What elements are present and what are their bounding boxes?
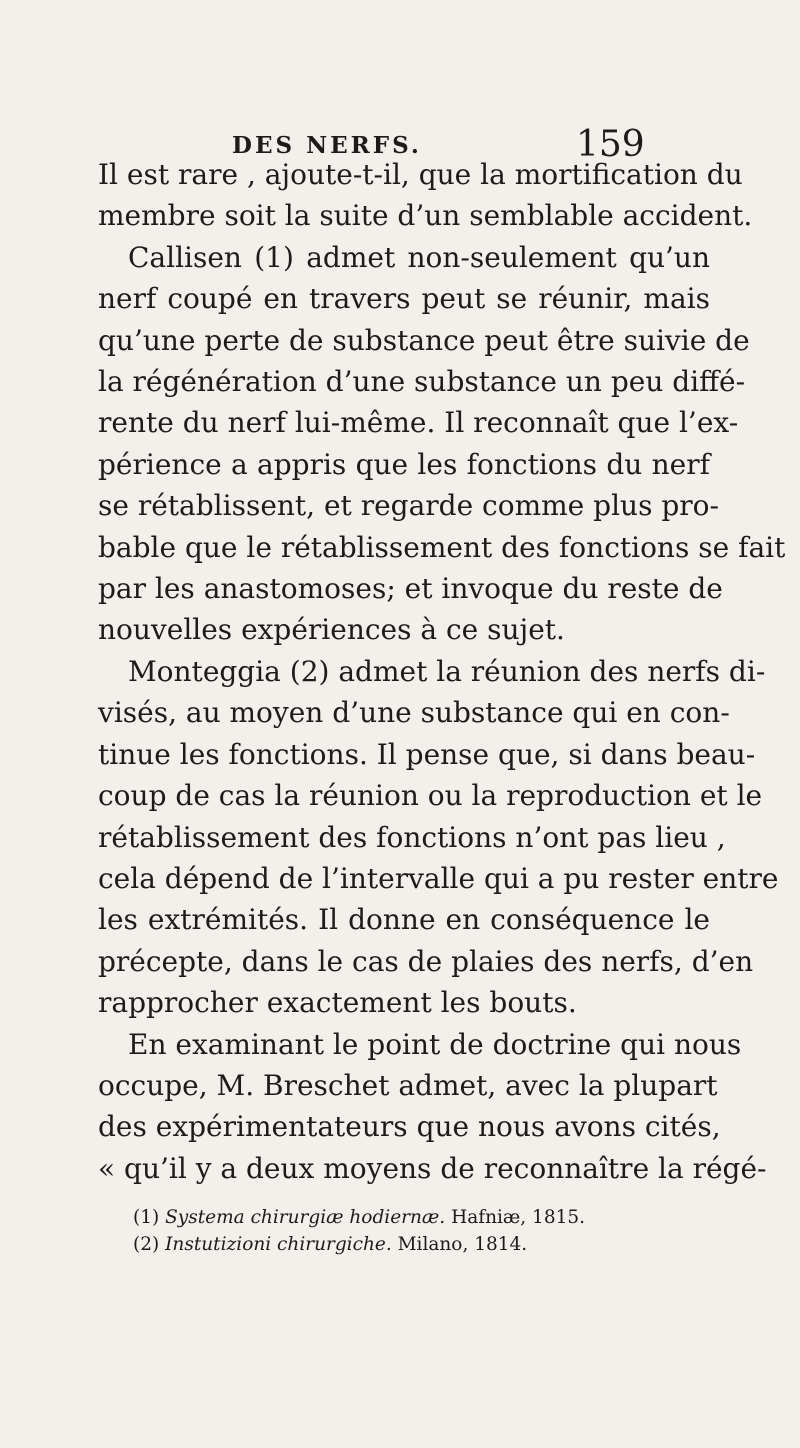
text-line: la régénération d’une substance un peu diffé- bbox=[98, 365, 746, 399]
text-line: tinue les fonctions. Il pense que, si dans beau- bbox=[98, 737, 756, 771]
text-line: coup de cas la réunion ou la reproduction et le bbox=[98, 779, 763, 813]
text-line: des expérimentateurs que nous avons cités, bbox=[98, 1110, 721, 1144]
text-line: se rétablissent, et regarde comme plus pro- bbox=[98, 489, 719, 523]
text-line: qu’une perte de substance peut être suivie de bbox=[98, 323, 750, 357]
text-line: nerf coupé en travers peut se réunir, mais bbox=[98, 282, 710, 316]
text-line: membre soit la suite d’un semblable accident. bbox=[98, 199, 753, 233]
text-line: Callisen (1) admet non-seulement qu’un bbox=[128, 240, 710, 274]
text-line: périence a appris que les fonctions du nerf bbox=[98, 447, 710, 481]
text-line: Monteggia (2) admet la réunion des nerfs di- bbox=[128, 654, 766, 688]
text-line: rente du nerf lui-même. Il reconnaît que l’ex- bbox=[98, 406, 739, 440]
text-line: bable que le rétablissement des fonctions se fait bbox=[98, 530, 786, 564]
text-line: rétablissement des fonctions n’ont pas lieu , bbox=[98, 820, 726, 854]
text-line: Il est rare , ajoute-t-il, que la mortification du bbox=[98, 158, 743, 191]
footnote bbox=[133, 1204, 713, 1231]
text-line: occupe, M. Breschet admet, avec la plupart bbox=[98, 1068, 718, 1102]
body-text bbox=[98, 154, 786, 1189]
text-line: visés, au moyen d’une substance qui en con- bbox=[98, 696, 730, 730]
text-line: nouvelles expériences à ce sujet. bbox=[98, 613, 565, 647]
footnote-title: Instutizioni chirurgiche. bbox=[165, 1234, 392, 1255]
text-line: cela dépend de l’intervalle qui a pu rester entre bbox=[98, 861, 779, 895]
text-line: précepte, dans le cas de plaies des nerfs, d’en bbox=[98, 944, 754, 978]
footnote-mark: (1) bbox=[133, 1207, 160, 1228]
footnote-rest: Milano, 1814. bbox=[391, 1234, 528, 1255]
footnotes bbox=[133, 1204, 713, 1258]
footnote-title: Systema chirurgiæ hodiernæ. bbox=[165, 1207, 446, 1228]
footnote-rest: Hafniæ, 1815. bbox=[445, 1207, 586, 1228]
text-line: par les anastomoses; et invoque du reste de bbox=[98, 572, 723, 606]
page-number: 159 bbox=[576, 124, 645, 165]
footnote bbox=[133, 1231, 713, 1258]
text-line: « qu’il y a deux moyens de reconnaître la régé- bbox=[98, 1151, 767, 1185]
footnote-mark: (2) bbox=[133, 1234, 160, 1255]
text-line: les extrémités. Il donne en conséquence le bbox=[98, 903, 710, 937]
running-title: DES NERFS. bbox=[232, 132, 422, 159]
text-line: rapprocher exactement les bouts. bbox=[98, 986, 577, 1020]
text-line: En examinant le point de doctrine qui nous bbox=[128, 1027, 742, 1061]
